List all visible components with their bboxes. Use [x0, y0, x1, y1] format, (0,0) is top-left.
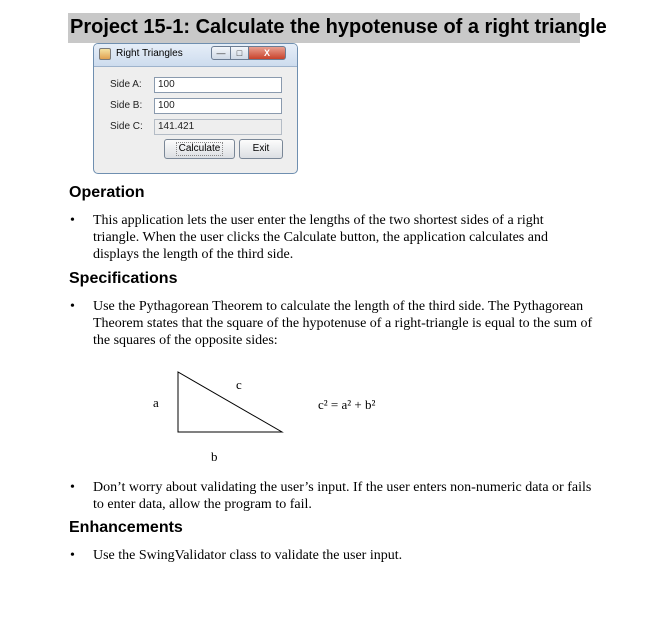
bullet-marker: • [70, 480, 75, 495]
exit-button[interactable]: Exit [239, 139, 283, 159]
java-app-icon [99, 48, 111, 60]
window-titlebar[interactable] [94, 44, 297, 67]
bullet-marker: • [70, 299, 75, 314]
specifications-text-1: Use the Pythagorean Theorem to calculate the length of the third side. The Pythagorean Theorem states that the square of the hypotenuse of a right-triangle is equal to the sum of the squares of the opposite sides: [93, 299, 593, 348]
close-button[interactable]: X [248, 46, 286, 60]
calculate-button[interactable] [164, 139, 235, 159]
window-title: Right Triangles [116, 48, 183, 59]
side-b-input[interactable]: 100 [154, 98, 282, 114]
side-a-input[interactable]: 100 [154, 77, 282, 93]
side-a-label: Side A: [110, 79, 142, 90]
enhancements-heading: Enhancements [69, 519, 183, 536]
side-b-diagram-label: b [211, 449, 218, 464]
page-title: Project 15-1: Calculate the hypotenuse of a right triangle [68, 13, 580, 43]
specifications-text-2: Don’t worry about validating the user’s input. If the user enters non-numeric data or fails to enter data, allow the program to fail. [93, 480, 592, 512]
side-c-output: 141.421 [154, 119, 282, 135]
minimize-button[interactable]: — [211, 46, 231, 60]
right-triangles-window [93, 43, 298, 174]
calculate-button-label: Calculate [176, 142, 224, 156]
side-a-diagram-label: a [153, 395, 159, 410]
specifications-heading: Specifications [69, 270, 178, 287]
triangle-shape [178, 372, 282, 432]
pythagorean-formula: c² = a² + b² [318, 397, 376, 412]
side-c-diagram-label: c [236, 377, 242, 392]
maximize-button[interactable]: □ [230, 46, 249, 60]
bullet-marker: • [70, 213, 75, 228]
enhancements-text: Use the SwingValidator class to validate the user input. [93, 548, 403, 563]
right-triangle-diagram [170, 365, 290, 440]
bullet-marker: • [70, 548, 75, 563]
side-c-label: Side C: [110, 121, 143, 132]
operation-text: This application lets the user enter the lengths of the two shortest sides of a right triangle. When the user clicks the Calculate button, the application calculates and displays the length of the third side. [93, 213, 548, 262]
operation-heading: Operation [69, 184, 145, 201]
side-b-label: Side B: [110, 100, 143, 111]
